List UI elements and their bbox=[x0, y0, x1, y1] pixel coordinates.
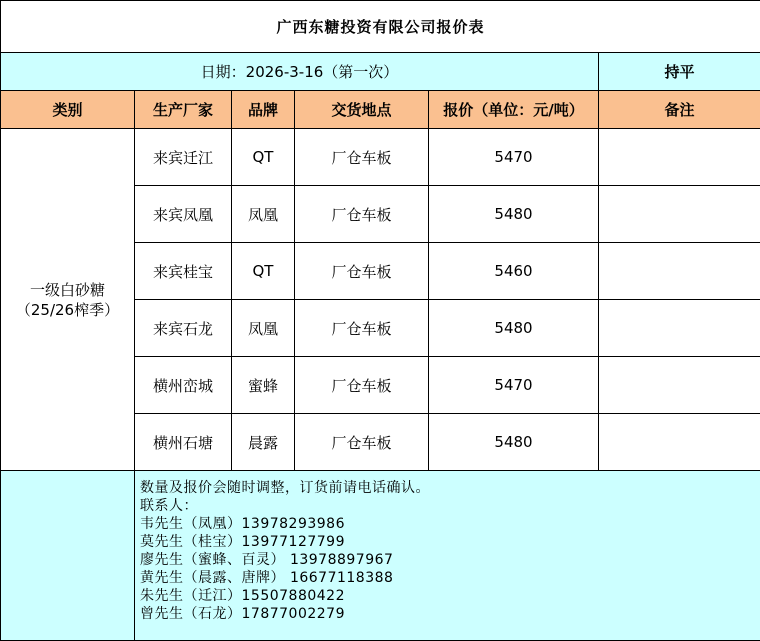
header-price: 报价（单位：元/吨） bbox=[429, 91, 599, 129]
brand-cell: 凤凰 bbox=[232, 186, 295, 243]
category-cell bbox=[1, 129, 135, 471]
manufacturer-cell: 横州石塘 bbox=[135, 414, 232, 471]
price-cell: 5480 bbox=[429, 300, 599, 357]
delivery-cell: 厂仓车板 bbox=[295, 414, 429, 471]
remark-cell bbox=[599, 243, 760, 300]
date-line: 日期：2026-3-16（第一次） bbox=[1, 53, 599, 91]
brand-cell: QT bbox=[232, 129, 295, 186]
manufacturer-cell: 来宾凤凰 bbox=[135, 186, 232, 243]
price-cell: 5470 bbox=[429, 357, 599, 414]
contact-line: 韦先生（凤凰）13978293986 bbox=[140, 515, 760, 533]
contact-line: 黄先生（晨露、唐牌） 16677118388 bbox=[140, 569, 760, 587]
price-cell: 5460 bbox=[429, 243, 599, 300]
remark-cell bbox=[599, 186, 760, 243]
trend-cell: 持平 bbox=[599, 53, 760, 91]
remark-cell bbox=[599, 357, 760, 414]
table-row bbox=[1, 129, 760, 186]
manufacturer-cell: 来宾迁江 bbox=[135, 129, 232, 186]
header-category: 类别 bbox=[1, 91, 135, 129]
delivery-cell: 厂仓车板 bbox=[295, 129, 429, 186]
delivery-cell: 厂仓车板 bbox=[295, 300, 429, 357]
contact-line: 廖先生（蜜蜂、百灵） 13978897967 bbox=[140, 551, 760, 569]
category-season: （25/26榨季） bbox=[1, 300, 134, 320]
manufacturer-cell: 来宾桂宝 bbox=[135, 243, 232, 300]
header-manufacturer: 生产厂家 bbox=[135, 91, 232, 129]
price-cell: 5470 bbox=[429, 129, 599, 186]
delivery-cell: 厂仓车板 bbox=[295, 357, 429, 414]
manufacturer-cell: 横州峦城 bbox=[135, 357, 232, 414]
contact-info bbox=[135, 471, 760, 641]
price-cell: 5480 bbox=[429, 414, 599, 471]
header-brand: 品牌 bbox=[232, 91, 295, 129]
remark-cell bbox=[599, 129, 760, 186]
category-name: 一级白砂糖 bbox=[1, 280, 134, 300]
brand-cell: 凤凰 bbox=[232, 300, 295, 357]
brand-cell: 蜜蜂 bbox=[232, 357, 295, 414]
footer-blank-cell bbox=[1, 471, 135, 641]
manufacturer-cell: 来宾石龙 bbox=[135, 300, 232, 357]
page-title: 广西东糖投资有限公司报价表 bbox=[1, 1, 760, 53]
contact-line: 曾先生（石龙）17877002279 bbox=[140, 605, 760, 623]
brand-cell: 晨露 bbox=[232, 414, 295, 471]
delivery-cell: 厂仓车板 bbox=[295, 243, 429, 300]
notice-text: 数量及报价会随时调整，订货前请电话确认。 bbox=[140, 479, 760, 497]
contact-label: 联系人： bbox=[140, 497, 760, 515]
remark-cell bbox=[599, 414, 760, 471]
price-cell: 5480 bbox=[429, 186, 599, 243]
delivery-cell: 厂仓车板 bbox=[295, 186, 429, 243]
contact-line: 莫先生（桂宝）13977127799 bbox=[140, 533, 760, 551]
header-delivery: 交货地点 bbox=[295, 91, 429, 129]
header-remark: 备注 bbox=[599, 91, 760, 129]
contact-line: 朱先生（迁江）15507880422 bbox=[140, 587, 760, 605]
remark-cell bbox=[599, 300, 760, 357]
brand-cell: QT bbox=[232, 243, 295, 300]
